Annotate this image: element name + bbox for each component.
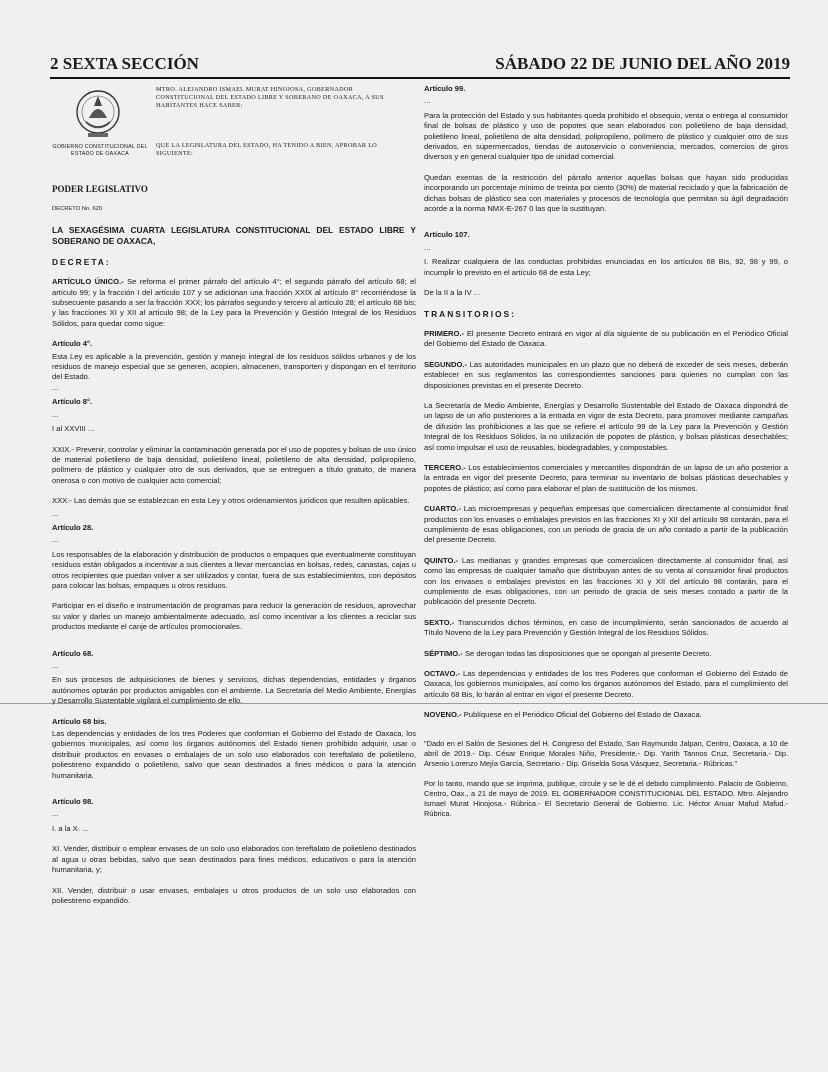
article-4-text: Esta Ley es aplicable a la prevención, gestión y manejo integral de los residuos sólidos urbanos y de los residuos de manejo especial que se generen, acopien, almacenen, transporten y dispongan en el territorio del Estado.: [52, 351, 416, 382]
transitorio-quinto: [424, 556, 788, 608]
signing-statement: "Dado en el Salón de Sesiones del H. Congreso del Estado, San Raymundo Jalpan, Centro, Oaxaca, a 10 de abril de 2019.- Dip. César Enrique Morales Niño, Presidente.- Dip. Yarith Tannos Cruz, Secretaria.- Dip. Arsenio Lorenzo Mejía García, Secretario.- Dip. Griselda Sosa Vásquez, Secretaria.- Rúbricas.": [424, 738, 788, 768]
transitorio-cuarto-text: Las microempresas y pequeñas empresas que comercialicen directamente al consumidor final productos con los envases o embalajes previstos en las fracciones XI y XII del artículo 98 contarán, para el cumplimiento de esas obligaciones, con un periodo de gracia de un año contado a partir de la publicación del presente Decreto.: [424, 504, 788, 545]
article-4-title: Artículo 4°.: [52, 339, 93, 349]
transitorio-tercero: [424, 463, 788, 494]
transitorio-primero: [424, 329, 788, 350]
transitorio-sexto-head: SEXTO.-: [424, 617, 455, 627]
article-8-title: Artículo 8°.: [52, 397, 93, 407]
article-8-xxx: XXX.- Las demás que se establezcan en esta Ley y otros ordenamientos jurídicos que resulten aplicables.: [52, 496, 410, 506]
transitorio-primero-text: El presente Decreto entrará en vigor al día siguiente de su publicación en el Periódico Oficial del Gobierno del Estado de Oaxaca.: [424, 328, 788, 349]
legislature-intro: QUE LA LEGISLATURA DEL ESTADO, HA TENIDO A BIEN, APROBAR LO SIGUIENTE:: [156, 142, 378, 157]
article-107-i: I. Realizar cualquiera de las conductas prohibidas enunciadas en los artículos 68 Bis, 92, 98 y 99, o incumplir lo previsto en el artículo 68 de esta Ley;: [424, 257, 788, 277]
transitorio-segundo-head: SEGUNDO.-: [424, 359, 468, 369]
left-column: [52, 84, 416, 916]
section-label: 2 SEXTA SECCIÓN: [50, 54, 199, 73]
ellipsis: ...: [52, 382, 59, 392]
article-98-xi: XI. Vender, distribuir o emplear envases de un solo uso elaborados con tereftalato de polietileno destinados al agua u otras bebidas, salvo que sean destinados para fines médicos, educativos o para la atención humanitaria, y;: [52, 844, 416, 875]
section-title: PODER LEGISLATIVO: [52, 184, 148, 194]
article-unico: [52, 277, 416, 329]
transitorio-segundo: [424, 360, 788, 391]
article-28-title: Artículo 28.: [52, 522, 94, 532]
article-68-text: En sus procesos de adquisiciones de bienes y servicios, dichas dependencias, entidades y órganos autónomos optarán por productos amigables con el ambiente. La Secretaría del Medio Ambiente, Energías y Desarrollo Sustentable vigilará el cumplimiento de ello.: [52, 675, 416, 706]
coat-of-arms-seal: [74, 88, 122, 140]
transitorio-tercero-text: Los establecimientos comerciales y mercantiles dispondrán de un lapso de un año posterior a la entrada en vigor del presente Decreto, para terminar su inventario de bolsas plásticas desechables y popotes de plástico; así como para elaborar el plan de sustitución de los mismos.: [424, 462, 788, 493]
seal-block: [52, 84, 416, 184]
governor-intro: MTRO. ALEJANDRO ISMAEL MURAT HINOJOSA, GOBERNADOR CONSTITUCIONAL DEL ESTADO LIBRE Y SOBERANO DE OAXACA, A SUS HABITANTES HACE SABER:: [156, 86, 384, 109]
transitorios-heading: TRANSITORIOS:: [424, 308, 516, 319]
ellipsis: ...: [424, 242, 431, 252]
ellipsis: ...: [52, 661, 59, 670]
ellipsis: ...: [52, 409, 59, 419]
article-98-title: Artículo 98.: [52, 797, 94, 807]
header-rule: [50, 77, 790, 79]
ellipsis: ...: [52, 809, 59, 819]
article-68bis-text: Las dependencias y entidades de los tres Poderes que conforman el Gobierno del Estado de Oaxaca, los gobiernos municipales, así como los órganos autónomos del Estado tienen prohibido adquirir, usar o distribuir productos en envases o embalajes de un solo uso elaborados con tereftalato de polietileno, poliestireno expandido o polietileno, salvo que sean destinados a fines médicos o para la atención humanitaria.: [52, 729, 416, 780]
transitorio-segundo-p2: La Secretaría de Medio Ambiente, Energías y Desarrollo Sustentable del Estado de Oaxaca dispondrá de un lapso de un año posteriores a la entrada en vigor de esta Decreto, para promover mediante campañas de difusión las prohibiciones a las que se refiere el artículo 99 de la Ley para la Prevención y Gestión Integral de los Residuos Sólidos, la no utilización de popotes de plástico, y bolsas plásticas desechables; así como impulsar el uso de reusables, biodegradables, y compostables.: [424, 400, 788, 452]
transitorio-octavo-text: Las dependencias y entidades de los tres Poderes que conforman el Gobierno del Estado de Oaxaca, los gobiernos municipales, así como los órganos autónomos del Estado, para el cumplimiento del artículo 68 Bis, lo harán al entrar en vigor el presente Decreto.: [424, 669, 788, 699]
transitorio-sexto: [424, 618, 788, 639]
article-8-xxix: XXIX.- Prevenir, controlar y eliminar la contaminación generada por el uso de popotes y bolsas de uso único de material polietileno de baja densidad, polietileno lineal, polietileno de alta densidad, polipropileno, polímero de plástico y cualquier otro de sus derivados, que se entreguen a título gratuito, de manera onerosa o con motivo de cualquier acto comercial;: [52, 444, 416, 485]
government-label: GOBIERNO CONSTITUCIONAL DEL ESTADO DE OAXACA: [52, 144, 148, 157]
transitorio-segundo-text: Las autoridades municipales en un plazo que no deberá de exceder de seis meses, deberán establecer en sus reglamentos las correspondientes sanciones para quienes no cumplan con las disposiciones previstas en el presente Decreto.: [424, 359, 788, 390]
transitorio-primero-head: PRIMERO.-: [424, 328, 465, 338]
article-107-ii: De la II a la IV ...: [424, 288, 481, 298]
article-99-p2: Quedan exentas de la restricción del párrafo anterior aquellas bolsas que hayan sido producidas incorporando un porcentaje mínimo de treinta por ciento (30%) de material reciclado y que la fabricación de dichas bolsas de plástico sea con materiales y procesos de tecnología que permitan su ágil degradación acorde a la norma NMX-E-267 0 las que la sustituyan.: [424, 172, 788, 214]
article-99-title: Artículo 99.: [424, 84, 466, 93]
transitorio-noveno-head: NOVENO.-: [424, 710, 462, 720]
transitorio-sexto-text: Transcurridos dichos términos, en caso de incumplimiento, serán sancionados de acuerdo al Título Noveno de la Ley para Prevención y Gestión Integral de los Residuos Sólidos.: [424, 617, 788, 638]
article-8-fractions: I al XXVIII ...: [52, 424, 95, 434]
decreta-heading: DECRETA:: [52, 256, 111, 267]
transitorio-octavo: [424, 669, 788, 700]
transitorio-septimo-head: SÉPTIMO.-: [424, 648, 463, 658]
article-98-xii: XII. Vender, distribuir o usar envases, embalajes u otros productos de un solo uso elaborados con poliestireno expandido.: [52, 885, 416, 905]
scan-artifact-line: [0, 703, 828, 704]
ellipsis: ...: [424, 96, 431, 106]
article-28-p2: Participar en el diseño e instrumentación de programas para reducir la generación de residuos, aprovechar su valor y darles un manejo ambientalmente adecuado, así como incentivar a los clientes a reciclar sus productos mediante el canje de artículos promocionales.: [52, 601, 416, 632]
transitorio-noveno: [424, 710, 788, 720]
transitorio-octavo-head: OCTAVO.-: [424, 669, 460, 679]
article-unico-text: Se reforma el primer párrafo del artículo 4°; el segundo párrafo del artículo 68; el artículo 99; y la fracción I del artículo 107 y se adicionan una fracción XXIX al artículo 8° recorriéndose la subsecuente pasando a ser la fracción XXX; los párrafos segundo y tercero al artículo 28; el artículo 68 bis; y las fracciones XI y XII al artículo 98; de la Ley para la Prevención y Gestión Integral de los Residuos Sólidos, para quedar como sigue:: [52, 277, 416, 328]
transitorio-cuarto: [424, 504, 788, 546]
ellipsis: ...: [52, 508, 59, 518]
ellipsis: ...: [52, 535, 59, 545]
transitorio-quinto-head: QUINTO.-: [424, 555, 459, 565]
decree-number: DECRETO No. 620: [52, 206, 103, 213]
transitorio-quinto-text: Las medianas y grandes empresas que comercialicen directamente al consumidor final, así como las empresas de cualquier tamaño que distribuyan antes de su venta al consumidor final productos con los envases o embalajes previstos en las fracciones XI y XII del artículo 98 contarán, para el cumplimiento de esas obligaciones, con un periodo de gracia de seis meses contado a partir de la publicación del presente Decreto.: [424, 555, 788, 607]
article-68bis-title: Artículo 68 bis.: [52, 716, 107, 726]
transitorio-septimo: [424, 649, 788, 659]
article-28-p1: Los responsables de la elaboración y distribución de productos o empaques que eventualmente constituyan residuos están obligados a incentivar a sus clientes a llevar mercancías en bolsas, redes, canastas, cajas u otros recipientes que puedan volver a ser utilizados y contar, fuera de sus establecimientos, con depósitos para colocar las bolsas, empaques u otros residuos.: [52, 549, 416, 590]
article-99-p1: Para la protección del Estado y sus habitantes queda prohibido el obsequio, venta o entrega al consumidor final de bolsas de plástico y uso de popotes que sean elaborados con polietileno de baja densidad, polietileno lineal, polietileno de alta densidad, polipropileno, polímero de plástico y cualquier otro de sus derivados, en supermercados, tiendas de autoservicio o conveniencia, mercados, comercios de giros diversos y en general cualquier tipo de unidad comercial.: [424, 110, 788, 162]
page-header: [50, 54, 790, 76]
transitorio-noveno-text: Publíquese en el Periódico Oficial del Gobierno del Estado de Oaxaca.: [463, 710, 702, 720]
article-98-fractions: I. a la X. ...: [52, 823, 89, 833]
article-68-title: Artículo 68.: [52, 648, 94, 658]
transitorio-cuarto-head: CUARTO.-: [424, 504, 461, 514]
promulgation-statement: Por lo tanto, mando que se imprima, publique, circule y se le dé el debido cumplimiento. Palacio de Gobierno, Centro, Oax., a 21 de mayo de 2019. EL GOBERNADOR CONSTITUCIONAL DEL ESTADO. Mtro. Alejandro Ismael Murat Hinojosa.- Rúbrica.- El Secretario General de Gobierno. Lic. Héctor Anuar Mafud Mafud.- Rúbrica.: [424, 778, 788, 818]
right-column: [424, 84, 788, 829]
transitorio-tercero-head: TERCERO.-: [424, 462, 466, 472]
article-unico-head: ARTÍCULO ÚNICO.-: [52, 277, 124, 287]
legislature-heading: LA SEXAGÉSIMA CUARTA LEGISLATURA CONSTITUCIONAL DEL ESTADO LIBRE Y SOBERANO DE OAXACA,: [52, 224, 416, 246]
article-107-title: Artículo 107.: [424, 230, 470, 240]
issue-date: SÁBADO 22 DE JUNIO DEL AÑO 2019: [495, 54, 790, 73]
transitorio-septimo-text: Se derogan todas las disposiciones que se opongan al presente Decreto.: [464, 648, 712, 658]
